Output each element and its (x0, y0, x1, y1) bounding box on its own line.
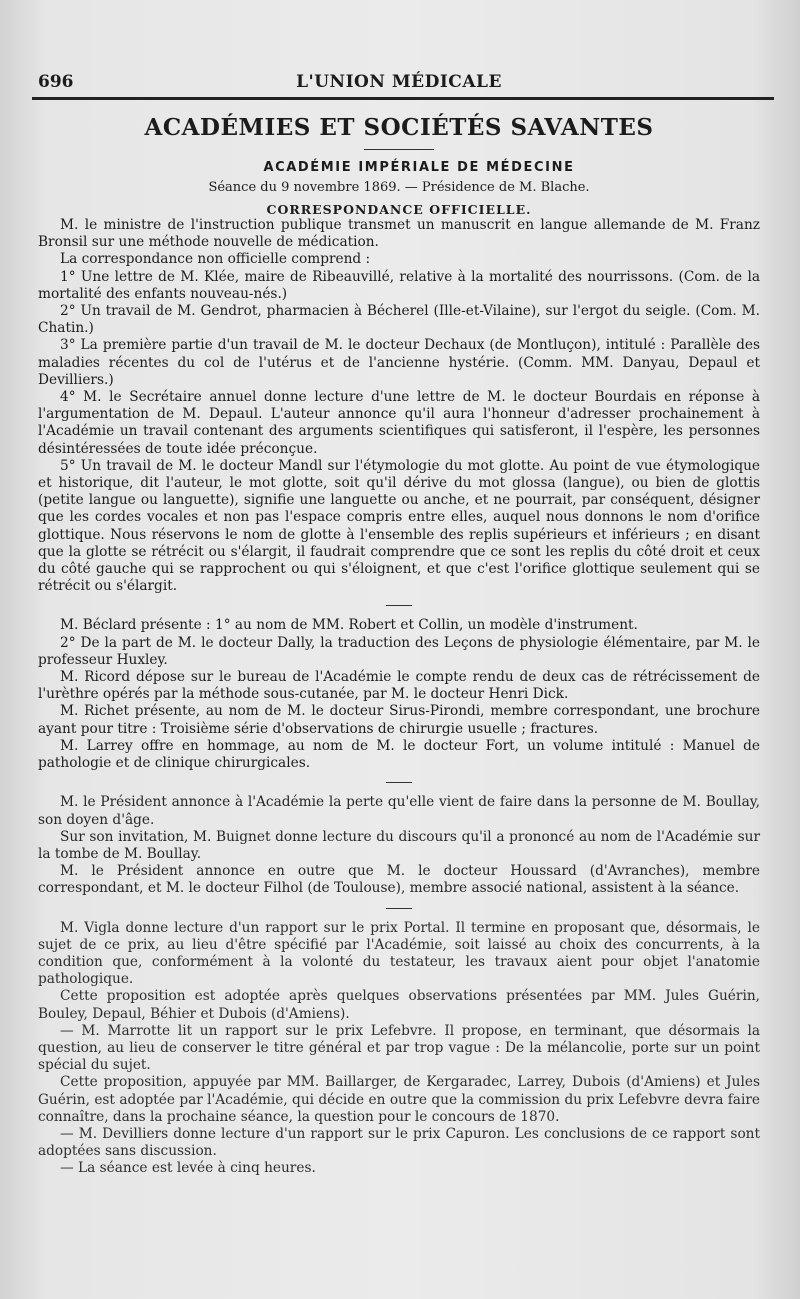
paragraph: 5° Un travail de M. le docteur Mandl sur l'étymologie du mot glotte. Au point de vue étymologique et historique, dit l'auteur, le mot glotte, soit qu'il dérive du mot glossa (langue), ou bien de glottis (petite langue ou languette), signifie une languette ou anche, et ne pourrait, par conséquent, désigner que les cordes vocales et non pas l'espace compris entre elles, auquel nous donnons le nom d'orifice glottique. Nous réservons le nom de glotte à l'ensemble des replis supérieurs et inférieurs ; en disant que la glotte se rétrécit ou s'élargit, il faudrait comprendre que ce sont les replis du côté droit et ceux du côté gauche qui se rapprochent ou qui s'éloignent, et que c'est l'orifice glottique seulement qui se rétrécit ou s'élargit. (38, 457, 760, 595)
section-divider (386, 908, 412, 909)
paragraph: 1° Une lettre de M. Klée, maire de Ribeauvillé, relative à la mortalité des nourrissons. (Com. de la mortalité des enfants nouveau-nés.) (38, 268, 760, 302)
paragraph: Cette proposition, appuyée par MM. Baillarger, de Kergaradec, Larrey, Dubois (d'Amiens) et Jules Guérin, est adoptée par l'Académie, qui décide en outre que la commission du prix Lefebvre devra faire connaître, dans la prochaine séance, la question pour le concours de 1870. (38, 1074, 760, 1125)
presentations-block (38, 617, 760, 772)
paragraph: 4° M. le Secrétaire annuel donne lecture d'une lettre de M. le docteur Bourdais en réponse à l'argumentation de M. Depaul. L'auteur annonce qu'il aura l'honneur d'adresser prochainement à l'Académie un travail contenant des arguments scientifiques qui satisferont, il l'espère, les personnes désintéressées de toute idée préconçue. (38, 389, 760, 457)
paragraph: M. le Président annonce à l'Académie la perte qu'elle vient de faire dans la personne de M. Boullay, son doyen d'âge. (38, 794, 760, 828)
running-head (38, 66, 760, 96)
academy-name: ACADÉMIE IMPÉRIALE DE MÉDECINE (263, 160, 575, 175)
session-line: Séance du 9 novembre 1869. — Présidence de M. Blache. (208, 180, 590, 195)
paragraph: M. Ricord dépose sur le bureau de l'Académie le compte rendu de deux cas de rétrécissement de l'urèthre opérés par la méthode sous-cutanée, par M. le docteur Henri Dick. (38, 669, 760, 703)
reports-block (38, 920, 760, 1178)
paragraph: 2° Un travail de M. Gendrot, pharmacien à Bécherel (Ille-et-Vilaine), sur l'ergot du seigle. (Com. M. Chatin.) (38, 303, 760, 337)
paragraph: M. Larrey offre en hommage, au nom de M. le docteur Fort, un volume intitulé : Manuel de pathologie et de clinique chirurgicales. (38, 737, 760, 772)
section-divider (386, 782, 412, 783)
paragraph: M. le Président annonce en outre que M. le docteur Houssard (d'Avranches), membre correspondant, et M. le docteur Filhol (de Toulouse), membre associé national, assistent à la séance. (38, 863, 760, 897)
paragraph: M. le ministre de l'instruction publique transmet un manuscrit en langue allemande de M. Franz Bronsil sur une méthode nouvelle de médication. (38, 217, 760, 251)
paragraph: — La séance est levée à cinq heures. (60, 1160, 316, 1177)
paragraph: Cette proposition est adoptée après quelques observations présentées par MM. Jules Guérin, Bouley, Depaul, Béhier et Dubois (d'Amiens). (38, 988, 760, 1022)
section-title: ACADÉMIES ET SOCIÉTÉS SAVANTES (144, 114, 654, 141)
paragraph: M. Vigla donne lecture d'un rapport sur le prix Portal. Il termine en proposant que, désormais, le sujet de ce prix, au lieu d'être spécifié par l'Académie, soit laissé au choix des concurrents, à la condition que, conformément à la volonté du testateur, les travaux aient pour objet l'anatomie pathologique. (38, 919, 760, 988)
journal-title: L'UNION MÉDICALE (296, 72, 502, 92)
header-rule (32, 97, 774, 100)
correspondence-heading: CORRESPONDANCE OFFICIELLE. (266, 202, 532, 217)
paragraph: — M. Marrotte lit un rapport sur le prix Lefebvre. Il propose, en terminant, que désormais la question, au lieu de conserver le titre général et par trop vague : De la mélancolie, porte sur un point spécial du sujet. (38, 1022, 760, 1074)
correspondence-block (38, 217, 760, 595)
announcements-block (38, 794, 760, 897)
paragraph: Sur son invitation, M. Buignet donne lecture du discours qu'il a prononcé au nom de l'Académie sur la tombe de M. Boullay. (38, 828, 760, 862)
section-divider (386, 605, 412, 606)
paragraph: — M. Devilliers donne lecture d'un rapport sur le prix Capuron. Les conclusions de ce rapport sont adoptées sans discussion. (38, 1125, 760, 1160)
title-divider (364, 149, 434, 150)
paragraph: M. Richet présente, au nom de M. le docteur Sirus-Pirondi, membre correspondant, une brochure ayant pour titre : Troisième série d'observations de chirurgie usuelle ; fractures. (38, 703, 760, 737)
paragraph: La correspondance non officielle comprend : (60, 251, 371, 268)
paragraph: M. Béclard présente : 1° au nom de MM. Robert et Collin, un modèle d'instrument. (60, 617, 638, 634)
paragraph: 3° La première partie d'un travail de M. le docteur Dechaux (de Montluçon), intitulé : Parallèle des maladies récentes du col de l'utérus et de l'ancienne hystérie. (Comm. MM. Danyau, Depaul et Devilliers.) (38, 337, 760, 388)
page-number: 696 (38, 72, 74, 92)
paragraph: 2° De la part de M. le docteur Dally, la traduction des Leçons de physiologie élémentaire, par M. le professeur Huxley. (38, 634, 760, 668)
